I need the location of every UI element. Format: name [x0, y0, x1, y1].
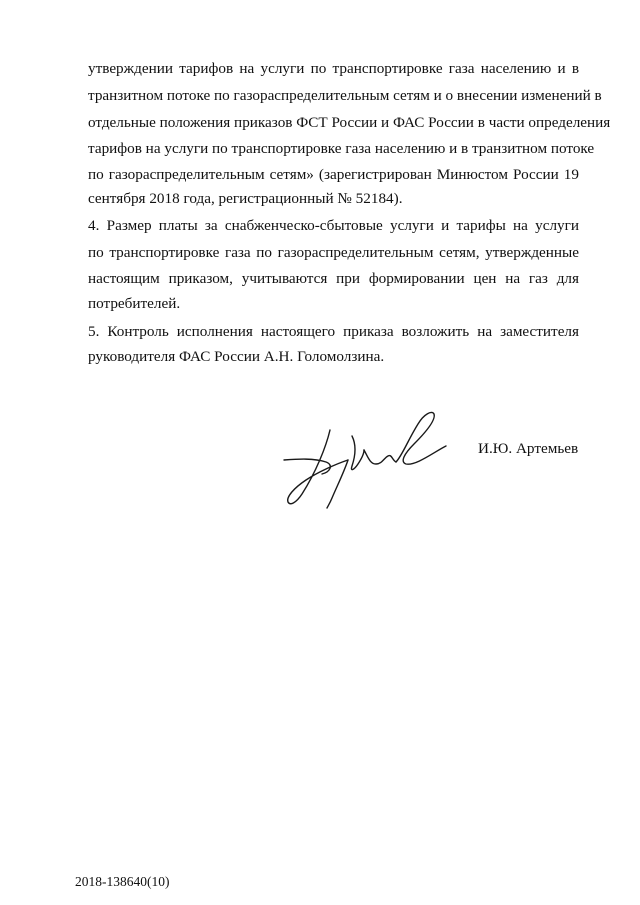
paragraph-line: потребителей. — [88, 295, 181, 312]
paragraph-line: транзитном потоке по газораспределительным сетям и о внесении изменений в — [88, 87, 602, 104]
paragraph-4-line — [88, 217, 579, 235]
paragraph-line: настоящим приказом, учитываются при формировании цен на газ для — [88, 270, 579, 287]
paragraph-line: тарифов на услуги по транспортировке газа населению и в транзитном потоке — [88, 140, 595, 157]
handwritten-signature — [278, 402, 448, 512]
paragraph-line: утверждении тарифов на услуги по транспортировке газа населению и в — [88, 60, 579, 77]
paragraph-line: по транспортировке газа по газораспределительным сетям, утвержденные — [88, 244, 579, 261]
signatory-name: И.Ю. Артемьев — [478, 440, 579, 457]
paragraph-line: руководителя ФАС России А.Н. Голомолзина. — [88, 348, 385, 365]
paragraph-4-text: 4. Размер платы за снабженческо-сбытовые услуги и тарифы на услуги — [88, 217, 579, 234]
document-registration-number: 2018-138640(10) — [75, 874, 170, 889]
paragraph-line: сентября 2018 года, регистрационный № 52184). — [88, 190, 403, 207]
paragraph-line: отдельные положения приказов ФСТ России и ФАС России в части определения — [88, 114, 611, 131]
paragraph-5-line: 5. Контроль исполнения настоящего приказа возложить на заместителя — [88, 323, 579, 340]
paragraph-line: по газораспределительным сетям» (зарегистрирован Минюстом России 19 — [88, 166, 579, 183]
